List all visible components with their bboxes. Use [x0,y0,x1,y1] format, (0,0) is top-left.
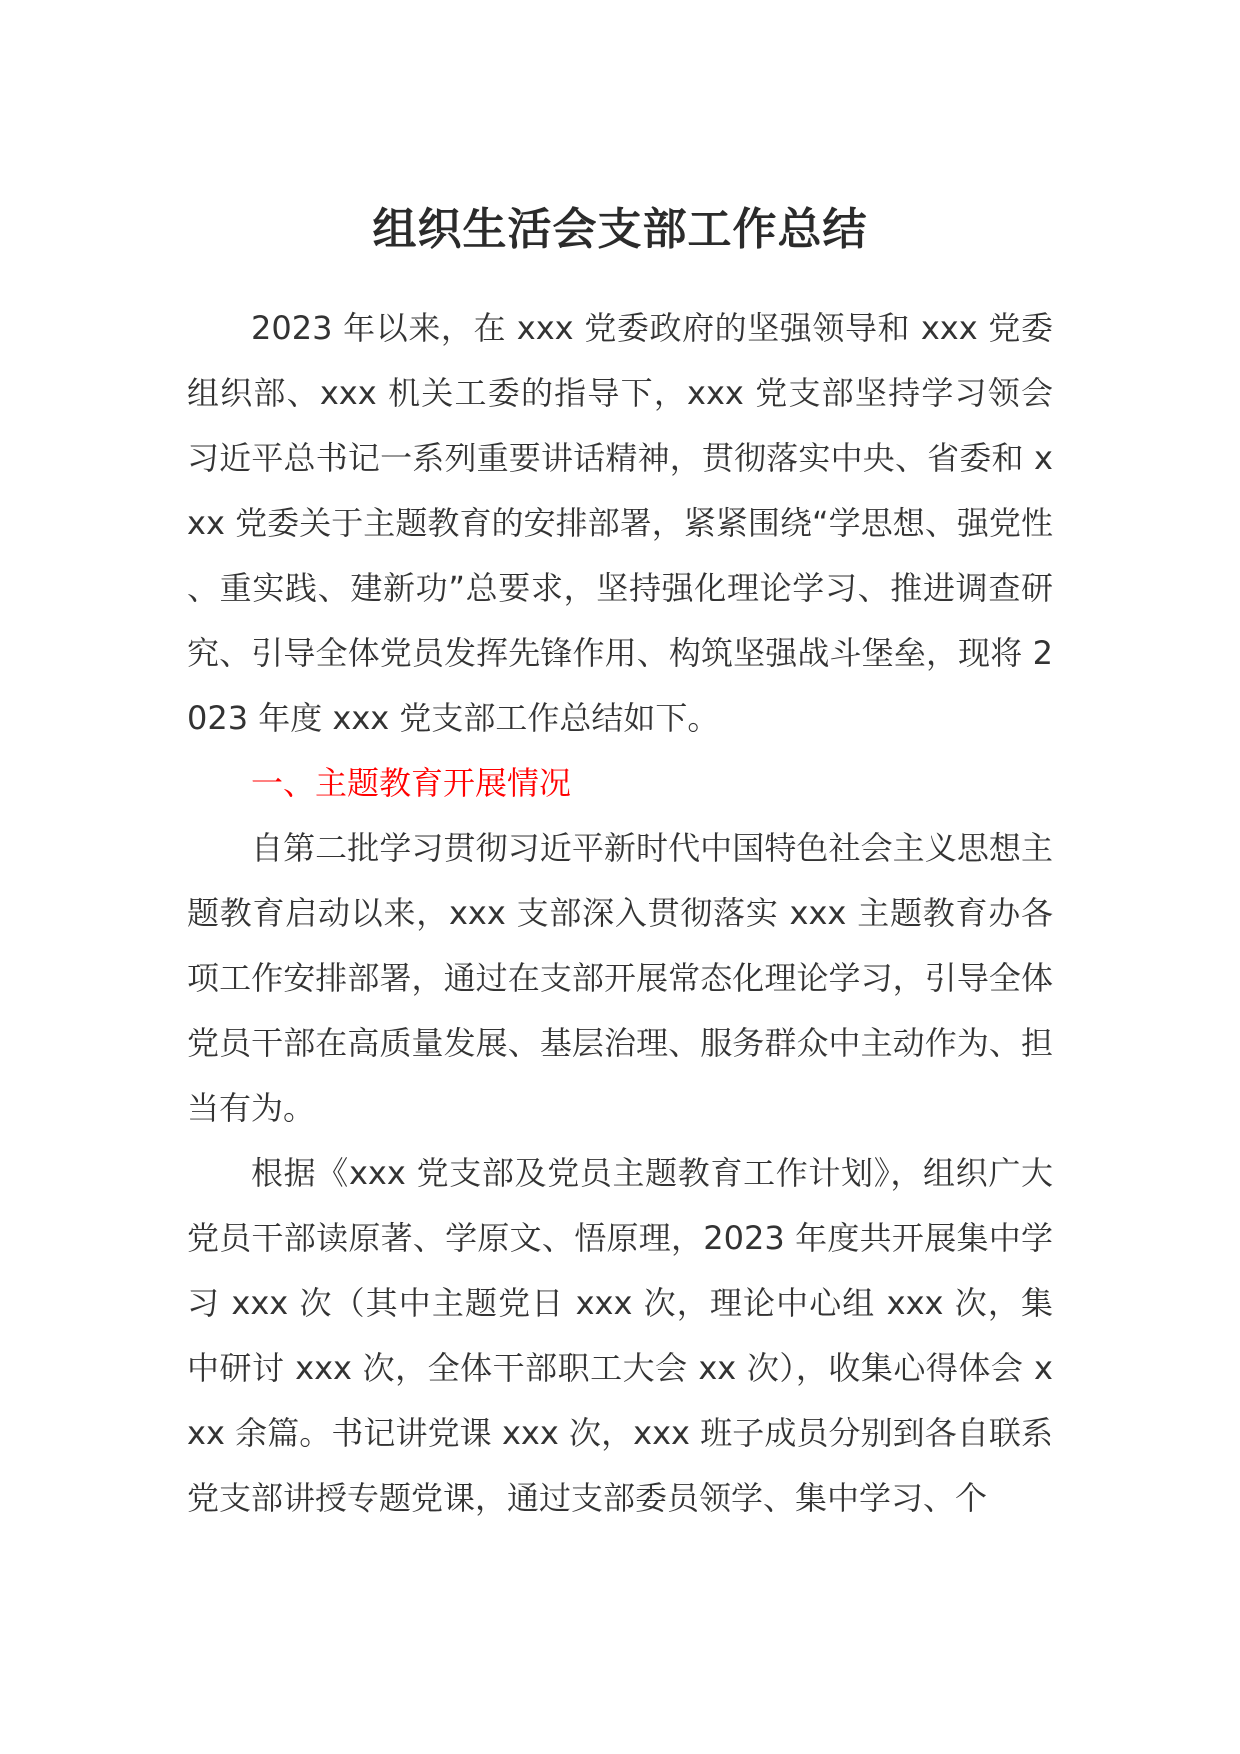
intro-paragraph: 2023 年以来，在 xxx 党委政府的坚强领导和 xxx 党委组织部、xxx 机关工委的指导下，xxx 党支部坚持学习领会习近平总书记一系列重要讲话精神，贯彻落实中央、省委和 xxx 党委关于主题教育的安排部署，紧紧围绕“学思想、强党性、重实践、建新功”总要求，坚持强化理论学习、推进调查研究、引导全体党员发挥先锋作用、构筑坚强战斗堡垒，现将 2023 年度 xxx 党支部工作总结如下。 [187,309,1053,737]
body-paragraph: 根据《xxx 党支部及党员主题教育工作计划》，组织广大党员干部读原著、学原文、悟原理，2023 年度共开展集中学习 xxx 次（其中主题党日 xxx 次，理论中心组 xxx 次，集中研讨 xxx 次，全体干部职工大会 xx 次），收集心得体会 xxx 余篇。书记讲党课 xxx 次，xxx 班子成员分别到各自联系党支部讲授专题党课，通过支部委员领学、集中学习、个 [187,1154,1053,1517]
document-body [187,296,1053,1531]
section-heading: 一、主题教育开展情况 [251,764,572,802]
document-title: 组织生活会支部工作总结 [372,204,868,255]
body-paragraph: 自第二批学习贯彻习近平新时代中国特色社会主义思想主题教育启动以来，xxx 支部深入贯彻落实 xxx 主题教育办各项工作安排部署，通过在支部开展常态化理论学习，引导全体党员干部在高质量发展、基层治理、服务群众中主动作为、担当有为。 [187,829,1053,1127]
